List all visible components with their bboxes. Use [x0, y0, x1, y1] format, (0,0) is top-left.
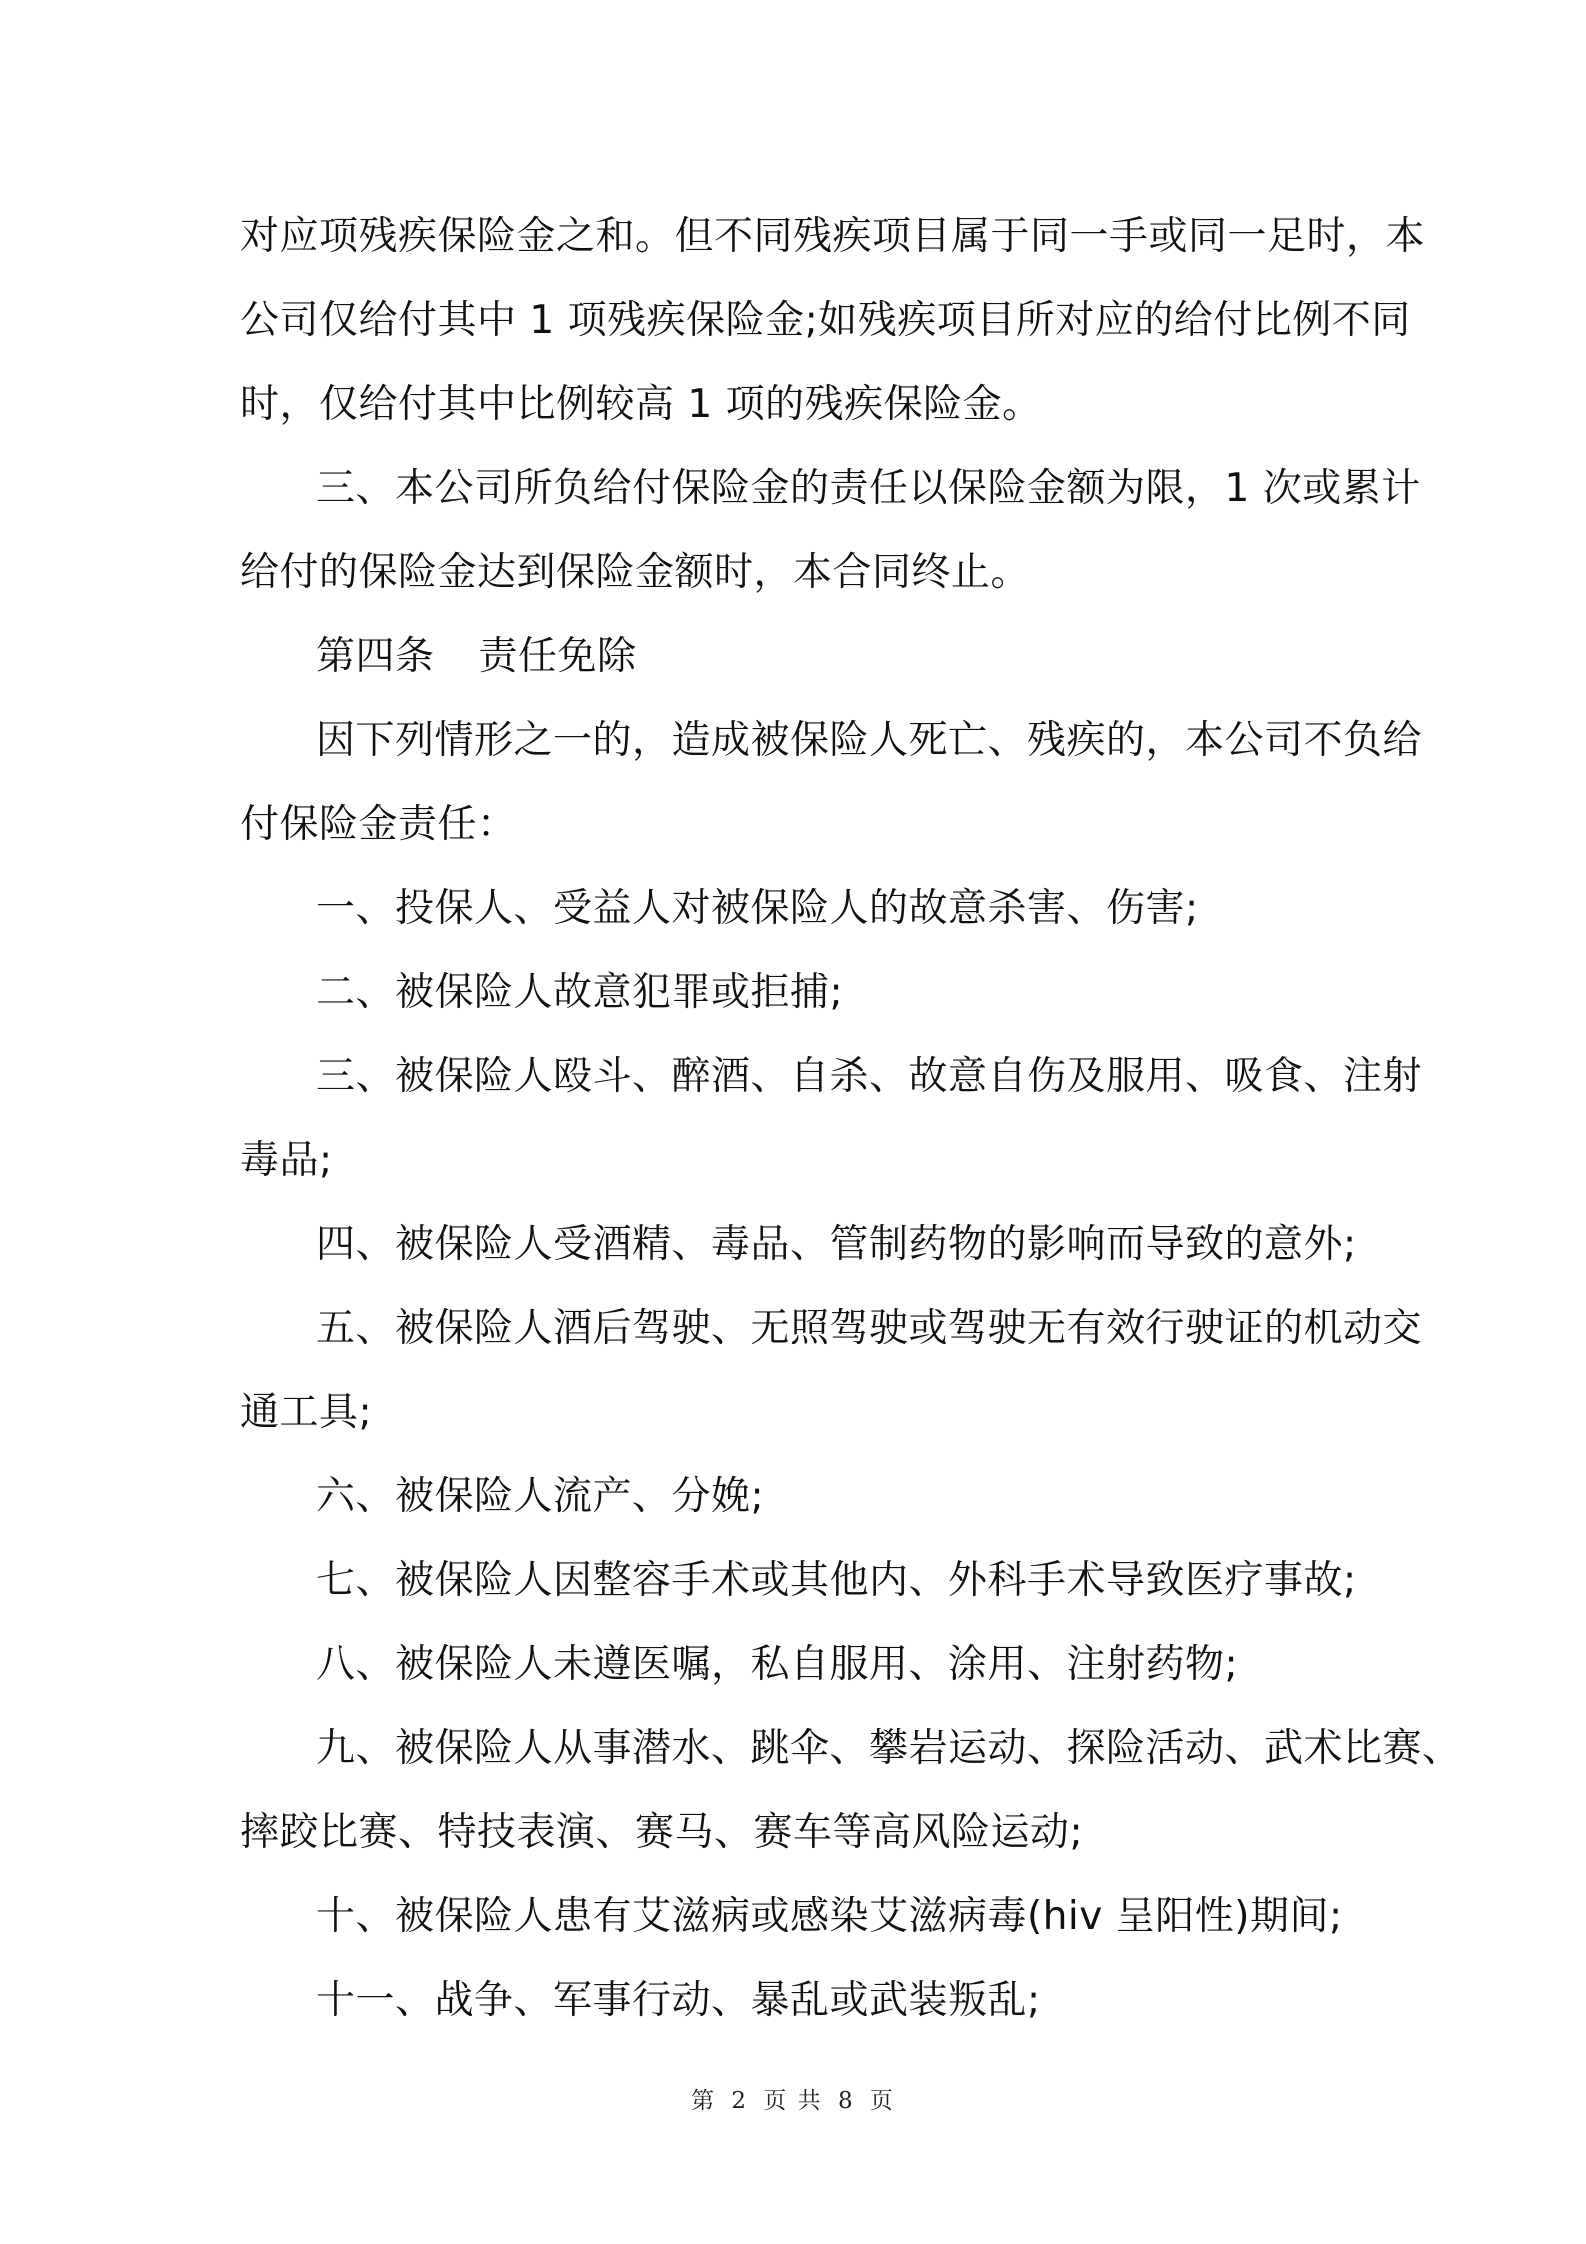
footer-page-number: 2 — [731, 2088, 749, 2114]
list-item: 十一、战争、军事行动、暴乱或武装叛乱; — [316, 1978, 1041, 2023]
paragraph-line: 对应项残疾保险金之和。但不同残疾项目属于同一手或同一足时，本 — [240, 214, 1426, 259]
footer-prefix: 第 — [691, 2088, 717, 2114]
paragraph-line: 时，仅给付其中比例较高 1 项的残疾保险金。 — [240, 382, 1042, 427]
section-title: 责任免除 — [478, 634, 637, 679]
footer-total-pages: 8 — [837, 2088, 855, 2114]
list-item: 七、被保险人因整容手术或其他内、外科手术导致医疗事故; — [316, 1558, 1357, 1603]
paragraph-line: 因下列情形之一的，造成被保险人死亡、残疾的，本公司不负给 — [316, 718, 1423, 763]
list-item: 十、被保险人患有艾滋病或感染艾滋病毒(hiv 呈阳性)期间; — [316, 1894, 1343, 1939]
footer-suffix: 页 — [869, 2088, 895, 2114]
list-item: 六、被保险人流产、分娩; — [316, 1474, 765, 1519]
paragraph-line: 付保险金责任： — [240, 802, 517, 847]
paragraph-line: 给付的保险金达到保险金额时，本合同终止。 — [240, 550, 1031, 595]
list-item: 四、被保险人受酒精、毒品、管制药物的影响而导致的意外; — [316, 1222, 1357, 1267]
section-heading — [240, 615, 1360, 699]
list-item-continuation: 通工具; — [240, 1390, 373, 1435]
list-item: 九、被保险人从事潜水、跳伞、攀岩运动、探险活动、武术比赛、 — [316, 1726, 1462, 1771]
list-item-continuation: 毒品; — [240, 1138, 333, 1183]
document-body — [240, 195, 1462, 2043]
list-item: 三、被保险人殴斗、醉酒、自杀、故意自伤及服用、吸食、注射 — [316, 1054, 1423, 1099]
page-footer — [0, 2082, 1586, 2115]
section-number: 第四条 — [316, 634, 435, 679]
footer-middle: 页 共 — [763, 2088, 823, 2114]
list-item: 五、被保险人酒后驾驶、无照驾驶或驾驶无有效行驶证的机动交 — [316, 1306, 1423, 1351]
paragraph-line: 三、本公司所负给付保险金的责任以保险金额为限，1 次或累计 — [316, 466, 1421, 511]
list-item-continuation: 摔跤比赛、特技表演、赛马、赛车等高风险运动; — [240, 1810, 1084, 1855]
list-item: 八、被保险人未遵医嘱，私自服用、涂用、注射药物; — [316, 1642, 1239, 1687]
list-item: 一、投保人、受益人对被保险人的故意杀害、伤害; — [316, 886, 1199, 931]
paragraph-line: 公司仅给付其中 1 项残疾保险金;如残疾项目所对应的给付比例不同 — [240, 298, 1411, 343]
list-item: 二、被保险人故意犯罪或拒捕; — [316, 970, 844, 1015]
